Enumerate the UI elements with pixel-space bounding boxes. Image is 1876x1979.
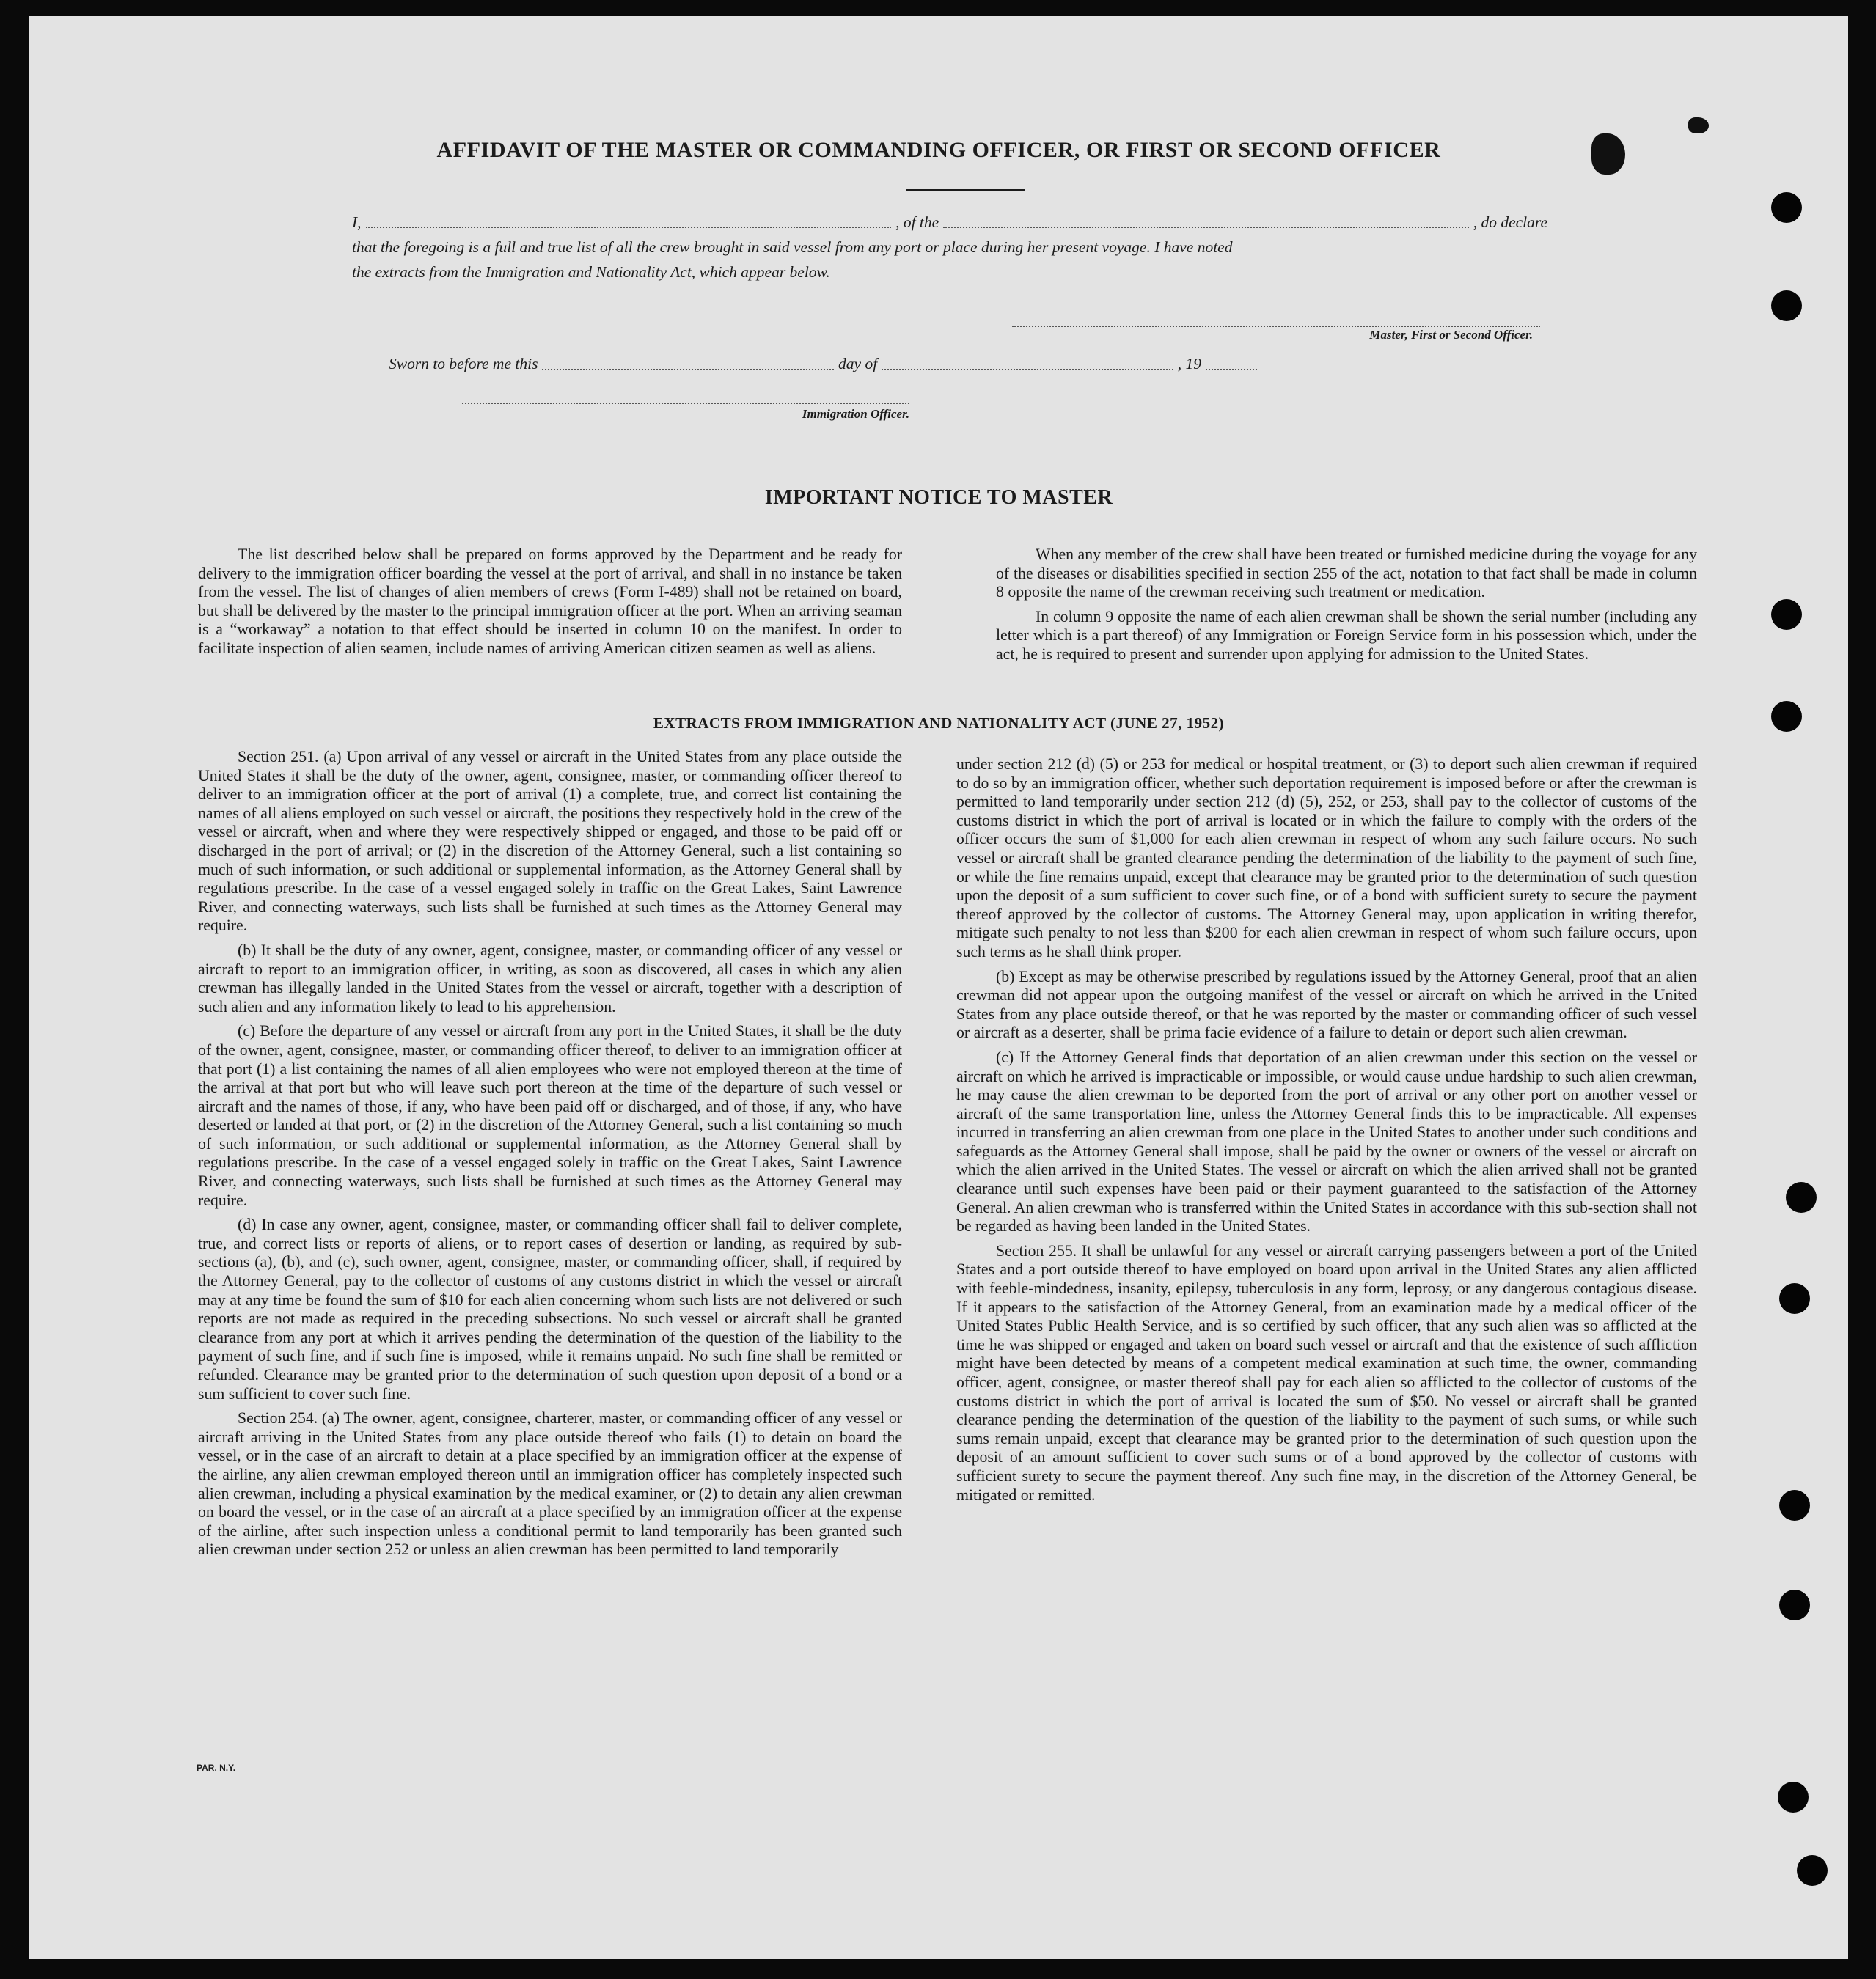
section-255: Section 255. It shall be unlawful for any vessel or aircraft carrying passengers between a port of the United States and a port outside thereof to have employed on board upon arrival in the United States any alien afflicted with feeble-mindedness, insanity, epilepsy, tuberculosis in any form, leprosy, or any dangerous contagious disease. If it appears to the satisfaction of the Attorney General, from an examination made by a medical officer of the United States Public Health Service, and is so certified by such officer, that any such alien was so afflicted at the time he was shipped or engaged and taken on board such vessel or aircraft and that the existence of such affliction might have been detected by means of a competent medical examination at such time, the owner, commanding officer, agent, consignee, or master thereof shall pay for each alien so afflicted to the collector of customs of the customs district in which the port of arrival is located the sum of $50. No vessel or aircraft shall be granted clearance pending the determination of the question of the liability to the payment of such sums, or while such sums remain unpaid, except that clearance may be granted prior to the determination of such question upon the deposit of an amount sufficient to cover such sums or of a bond approved by the collector of customs with sufficient surety to secure the payment thereof. Any such fine may, in the discretion of the Attorney General, be mitigated or remitted. — [956, 1241, 1697, 1504]
year-blank — [1206, 369, 1257, 370]
binder-hole — [1779, 1490, 1810, 1521]
immigration-officer-line — [462, 403, 909, 404]
day-blank — [542, 369, 834, 370]
notice-paragraph: In column 9 opposite the name of each alien crewman shall be shown the serial number (including any letter which is a part thereof) of any Immigration or Foreign Service form in his possession which, under the act, he is required to present and surrender upon applying for admission to the United States. — [996, 607, 1697, 663]
year-prefix: , 19 — [1177, 355, 1202, 372]
document-page — [29, 16, 1848, 1959]
notice-paragraph: When any member of the crew shall have been treated or furnished medicine during the voyage for any of the diseases or disabilities specified in section 255 of the act, notation to that fact shall be made in column 8 opposite the name of the crewman receiving such treatment or medication. — [996, 546, 1697, 601]
master-signature-label: Master, First or Second Officer. — [1369, 328, 1533, 342]
notice-title: IMPORTANT NOTICE TO MASTER — [764, 486, 1113, 509]
extracts-right-column — [956, 755, 1697, 1505]
sworn-text: Sworn to before me this — [389, 355, 538, 372]
section-254-a-continued: under section 212 (d) (5) or 253 for medical or hospital treatment, or (3) to deport such alien crewman if required to do so by an immigration officer, whether such deportation requirement is imposed before or after the crewman is permitted to land temporarily under section 212 (d) (5), 252, or 253, shall pay to the collector of customs of the customs district in which the port of arrival is located or in which the failure to comply with the orders of the officer occurs the sum of $1,000 for each alien crewman in respect of whom any such failure occurs. No such vessel or aircraft shall be granted clearance pending the determination of the liability to the payment of such fine, or while the fine remains unpaid, except that clearance may be granted prior to the determination of such question upon the deposit of a sum sufficient to cover such fine, or of a bond with sufficient surety to secure the payment thereof approved by the collector of customs. The Attorney General may, upon application in writing therefor, mitigate such penalty to not less than $200 for each alien crewman in respect of whom such failure occurs, upon such terms as he shall think proper. — [956, 755, 1697, 961]
notice-left-column — [198, 546, 902, 658]
title-underline — [906, 189, 1025, 191]
notice-right-column — [996, 546, 1697, 664]
declaration-of-the: , of the — [895, 213, 939, 231]
binder-hole — [1771, 192, 1802, 223]
day-of-text: day of — [838, 355, 878, 372]
ink-blot — [1688, 117, 1709, 133]
immigration-officer-label: Immigration Officer. — [802, 407, 909, 421]
notice-paragraph: The list described below shall be prepared on forms approved by the Department and be ready for delivery to the immigration officer boarding the vessel at the port of arrival, and shall in no instance be taken from the vessel. The list of changes of alien members of crews (Form I-489) shall not be retained on board, but shall be delivered by the master to the principal immigration officer at the port. When an arriving seaman is a “workaway” a notation to that effect should be inserted in column 10 on the manifest. In order to facilitate inspection of alien seamen, include names of arriving American citizen seamen as well as aliens. — [198, 546, 902, 657]
declaration-block — [352, 210, 1547, 284]
declaration-line-3: the extracts from the Immigration and Nationality Act, which appear below. — [352, 263, 830, 281]
declaration-line-2: that the foregoing is a full and true list of all the crew brought in said vessel from any port or place during her present voyage. I have noted — [352, 238, 1233, 256]
section-251-a: Section 251. (a) Upon arrival of any vessel or aircraft in the United States from any place outside the United States it shall be the duty of the owner, agent, consignee, master, or commanding officer thereof to deliver to an immigration officer at the port of arrival (1) a complete, true, and correct list containing the names of all aliens employed on such vessel or aircraft, the positions they respectively hold in the crew of the vessel or aircraft, when and where they were respectively shipped or engaged, and those to be paid off or discharged in the port of arrival; or (2) in the discretion of the Attorney General, such a list containing so much of such information, or such additional or supplemental information, as the Attorney General shall by regulations prescribe. In the case of a vessel engaged solely in traffic on the Great Lakes, Saint Lawrence River, and connecting waterways, such lists shall be furnished at such times as the Attorney General may require. — [198, 748, 902, 935]
printer-mark: PAR. N.Y. — [197, 1763, 236, 1773]
binder-hole — [1778, 1782, 1809, 1813]
extracts-title: EXTRACTS FROM IMMIGRATION AND NATIONALITY ACT (JUNE 27, 1952) — [653, 714, 1225, 732]
binder-hole — [1771, 599, 1802, 630]
extracts-left-column — [198, 748, 902, 1560]
section-251-c: (c) Before the departure of any vessel or aircraft from any port in the United States, it shall be the duty of the owner, agent, consignee, master, or commanding officer thereof, to deliver to an immigration officer at that port (1) a list containing the names of all alien employees who were not employed thereon at the time of the arrival at that port but who will leave such port thereon at the time of the departure of such vessel or aircraft and the names of those, if any, who have been paid off or discharged, and of those, if any, who have deserted or landed at that port, or (2) in the discretion of the Attorney General, such a list containing so much of such information, or such additional or supplemental information, as the Attorney General shall by regulations prescribe. In the case of a vessel engaged solely in traffic on the Great Lakes, Saint Lawrence River, and connecting waterways, such lists shall be furnished at such times as the Attorney General may require. — [198, 1022, 902, 1209]
binder-hole — [1779, 1590, 1810, 1620]
declaration-do-declare: , do declare — [1473, 213, 1547, 231]
binder-hole — [1786, 1182, 1817, 1213]
affidavit-title: AFFIDAVIT OF THE MASTER OR COMMANDING OFFICER, OR FIRST OR SECOND OFFICER — [436, 138, 1441, 162]
binder-hole — [1771, 290, 1802, 321]
name-blank — [366, 227, 892, 228]
master-signature-line — [1012, 326, 1540, 327]
section-251-d: (d) In case any owner, agent, consignee, master, or commanding officer shall fail to deliver complete, true, and correct lists or reports of aliens, or to report cases of desertion or landing, as required by sub-sections (a), (b), and (c), such owner, agent, consignee, master, or commanding officer, shall, if required by the Attorney General, pay to the collector of customs of any customs district in which the vessel or aircraft may at any time be found the sum of $10 for each alien concerning whom such lists are not delivered or such reports are not made as required in the preceding subsections. No such vessel or aircraft shall be granted clearance from any port at which it arrives pending the determination of the question of the liability to the payment of such fine, and if such fine is imposed, while it remains unpaid. No such fine shall be remitted or refunded. Clearance may be granted prior to the determination of such question upon deposit of a bond or a sum sufficient to cover such fine. — [198, 1216, 902, 1403]
declaration-prefix: I, — [352, 213, 362, 231]
binder-hole — [1797, 1855, 1828, 1886]
binder-hole — [1779, 1283, 1810, 1314]
section-254-b: (b) Except as may be otherwise prescribed by regulations issued by the Attorney General, proof that an alien crewman did not appear upon the outgoing manifest of the vessel or aircraft on which he arrived in the United States from any place outside thereof, or that he was reported by the master or commanding officer of such vessel or aircraft as a deserter, shall be prima facie evidence of a failure to detain or deport such alien crewman. — [956, 967, 1697, 1042]
section-254-a: Section 254. (a) The owner, agent, consignee, charterer, master, or commanding officer of any vessel or aircraft arriving in the United States from any place outside thereof who fails (1) to detain on board the vessel, or in the case of an aircraft to detain at a place specified by an immigration officer at the expense of the airline, any alien crewman employed thereon until an immigration officer has completely inspected such alien crewman, including a physical examination by the medical examiner, or (2) to detain any alien crewman on board the vessel, or in the case of an aircraft at a place specified by an immigration officer at the expense of the airline, after such inspection unless a conditional permit to land temporarily has been granted such alien crewman under section 252 or unless an alien crewman has been permitted to land temporarily — [198, 1409, 902, 1559]
section-254-c: (c) If the Attorney General finds that deportation of an alien crewman under this section on the vessel or aircraft on which he arrived is impracticable or impossible, or would cause undue hardship to such alien crewman, he may cause the alien crewman to be deported from the port of arrival or any other port on another vessel or aircraft of the same transportation line, unless the Attorney General finds this to be impracticable. All expenses incurred in transferring an alien crewman from one place in the United States to another under such conditions and safeguards as the Attorney General shall impose, shall be paid by the owner or owners of the vessel or aircraft on which the alien arrived in the United States. The vessel or aircraft on which the alien arrived shall not be granted clearance until such expenses have been paid or their payment guaranteed to the satisfaction of the Attorney General. An alien crewman who is transferred within the United States in accordance with this sub-section shall not be regarded as having been landed in the United States. — [956, 1048, 1697, 1236]
month-blank — [882, 369, 1173, 370]
declaration-line-1 — [352, 210, 1547, 235]
vessel-blank — [943, 227, 1469, 228]
sworn-line — [389, 355, 1261, 373]
section-251-b: (b) It shall be the duty of any owner, agent, consignee, master, or commanding officer of any vessel or aircraft to report to an immigration officer, in writing, as soon as discovered, all cases in which any alien crewman has illegally landed in the United States from the vessel or aircraft, together with a description of such alien and any information likely to lead to his apprehension. — [198, 941, 902, 1016]
